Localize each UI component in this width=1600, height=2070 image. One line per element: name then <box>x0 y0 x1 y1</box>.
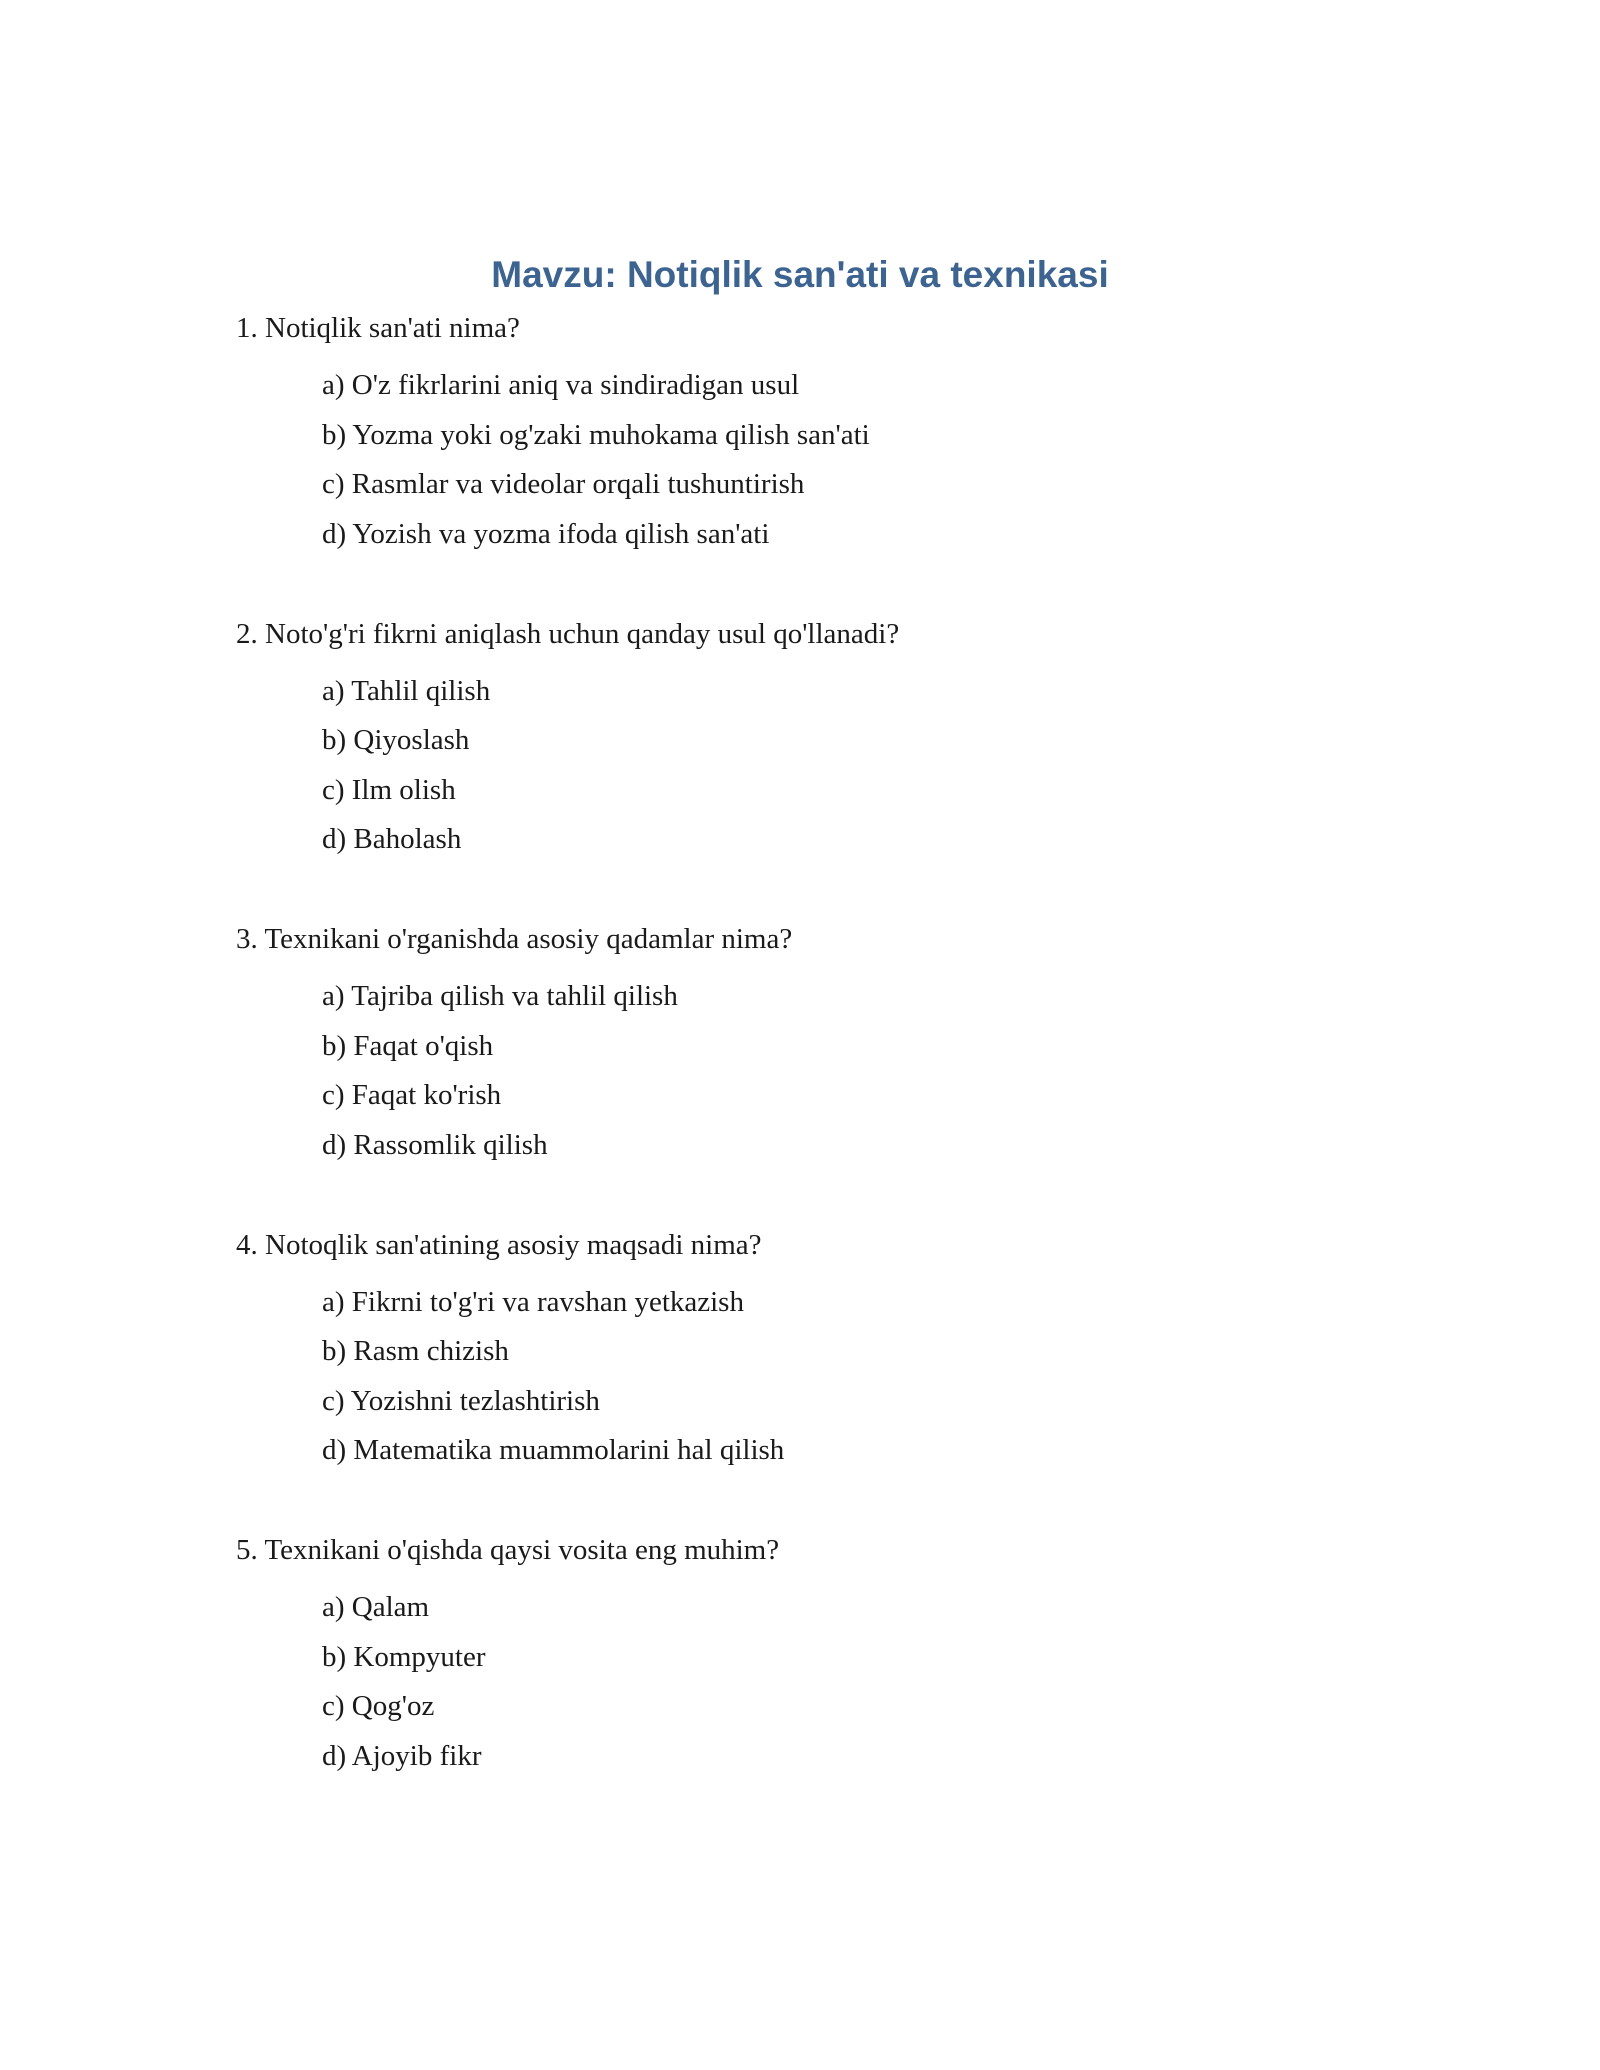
option-item: b) Qiyoslash <box>322 724 470 756</box>
option-item: a) Tahlil qilish <box>322 674 491 707</box>
option-list <box>236 671 1436 860</box>
question-block <box>236 1530 1436 1776</box>
question-text: 1. Notiqlik san'ati nima? <box>236 312 520 344</box>
option-item: b) Faqat o'qish <box>322 1029 494 1062</box>
option-list <box>236 976 1436 1165</box>
question-text: 5. Texnikani o'qishda qaysi vosita eng muhim? <box>236 1534 780 1566</box>
option-list <box>236 365 1436 554</box>
question-block <box>236 308 1436 554</box>
option-item: c) Faqat ko'rish <box>322 1079 502 1111</box>
document-title: Mavzu: Notiqlik san'ati va texnikasi <box>491 254 1109 295</box>
question-block <box>236 1225 1436 1471</box>
option-item: d) Ajoyib fikr <box>322 1739 482 1772</box>
option-item: c) Rasmlar va videolar orqali tushuntirish <box>322 468 805 500</box>
option-item: c) Qog'oz <box>322 1690 435 1722</box>
question-text: 3. Texnikani o'rganishda asosiy qadamlar nima? <box>236 923 793 955</box>
option-item: a) O'z fikrlarini aniq va sindiradigan usul <box>322 369 800 401</box>
option-item: d) Yozish va yozma ifoda qilish san'ati <box>322 517 770 550</box>
option-item: d) Matematika muammolarini hal qilish <box>322 1434 785 1466</box>
option-item: c) Ilm olish <box>322 773 456 806</box>
option-list <box>236 1587 1436 1776</box>
question-block <box>236 614 1436 860</box>
question-text: 4. Notoqlik san'atining asosiy maqsadi nima? <box>236 1228 762 1261</box>
question-block <box>236 919 1436 1165</box>
option-item: a) Qalam <box>322 1591 430 1623</box>
option-item: d) Rassomlik qilish <box>322 1128 548 1161</box>
option-item: d) Baholash <box>322 823 462 855</box>
option-item: b) Kompyuter <box>322 1640 486 1673</box>
option-item: b) Yozma yoki og'zaki muhokama qilish san'ati <box>322 418 870 451</box>
option-item: a) Fikrni to'g'ri va ravshan yetkazish <box>322 1285 744 1318</box>
question-list <box>236 308 1436 1836</box>
option-item: a) Tajriba qilish va tahlil qilish <box>322 980 678 1012</box>
question-text: 2. Noto'g'ri fikrni aniqlash uchun qanday usul qo'llanadi? <box>236 617 900 650</box>
option-list <box>236 1282 1436 1471</box>
option-item: b) Rasm chizish <box>322 1335 509 1367</box>
option-item: c) Yozishni tezlashtirish <box>322 1384 600 1417</box>
